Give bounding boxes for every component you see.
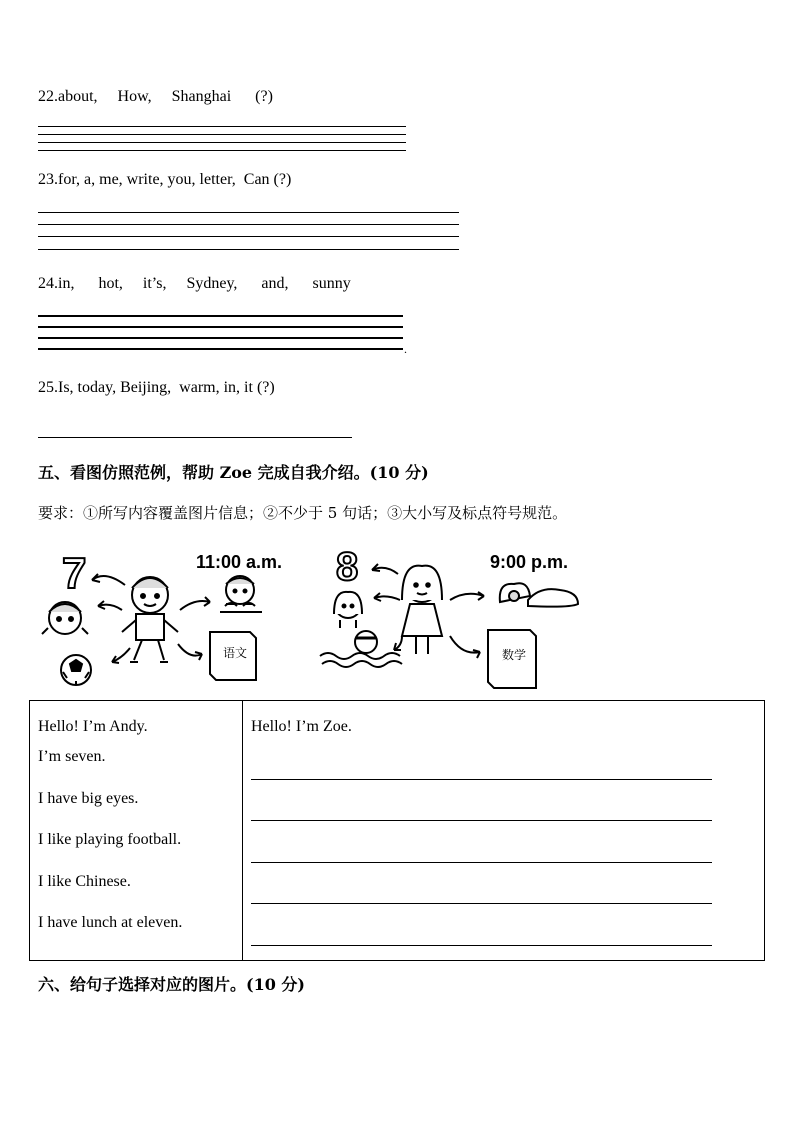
self-introduction-table: [29, 700, 765, 961]
answer-line[interactable]: [38, 134, 406, 135]
answer-line[interactable]: [38, 437, 352, 438]
answer-blank[interactable]: [251, 904, 712, 946]
swimming-icon: [320, 631, 402, 667]
girl-head: [334, 592, 362, 628]
example-line: I have lunch at eleven.: [38, 914, 183, 931]
answer-line[interactable]: [38, 326, 403, 328]
sleeping-icon: [500, 583, 578, 606]
andy-example-cell: [30, 701, 243, 961]
age-number: 8: [336, 545, 359, 589]
age-number: 7: [62, 549, 87, 598]
book-icon: [210, 632, 256, 680]
answer-line[interactable]: [38, 142, 406, 143]
question-22: 22.about, How, Shanghai (?): [38, 88, 273, 105]
question-24: 24.in, hot, it’s, Sydney, and, sunny: [38, 275, 351, 292]
example-line: I like Chinese.: [38, 872, 131, 890]
zoe-first-line: Hello! I’m Zoe.: [251, 718, 352, 735]
answer-line[interactable]: [38, 126, 406, 127]
question-25: 25.Is, today, Beijing, warm, in, it (?): [38, 379, 275, 396]
period-mark: .: [404, 342, 407, 356]
answer-blank[interactable]: [251, 746, 712, 780]
answer-line[interactable]: [38, 249, 459, 250]
example-line: I’m seven.: [38, 748, 106, 765]
section-6-title: 六、给句子选择对应的图片。(10 分): [38, 975, 305, 994]
section-5-title: 五、看图仿照范例，帮助 Zoe 完成自我介绍。(10 分): [38, 463, 429, 482]
answer-line[interactable]: [38, 315, 403, 317]
book-icon: [488, 630, 536, 688]
answer-line[interactable]: [38, 150, 406, 151]
answer-line[interactable]: [38, 348, 403, 350]
answer-line[interactable]: [38, 337, 403, 339]
clock-time: 11:00 a.m.: [196, 552, 283, 572]
answer-line[interactable]: [38, 224, 459, 225]
boy-head: [42, 602, 88, 634]
zoe-answer-cell: [243, 701, 765, 961]
answer-blank[interactable]: [251, 780, 712, 821]
illustration: [30, 540, 590, 695]
answer-blank[interactable]: [251, 821, 712, 863]
example-line: I like playing football.: [38, 831, 182, 848]
arrow-icon: [112, 648, 130, 662]
answer-blank[interactable]: [251, 863, 712, 904]
example-line: Hello! I’m Andy.: [38, 718, 148, 735]
football-icon: [61, 655, 91, 685]
boy-figure: [122, 577, 178, 662]
answer-line[interactable]: [38, 236, 459, 237]
answer-line[interactable]: [38, 212, 459, 213]
lunch-kid: [220, 576, 262, 612]
svg-text:语文: 语文: [223, 646, 248, 660]
question-23: 23.for, a, me, write, you, letter, Can (?): [38, 171, 292, 188]
example-line: I have big eyes.: [38, 789, 139, 807]
svg-text:数学: 数学: [502, 648, 527, 662]
clock-time: 9:00 p.m.: [490, 552, 569, 572]
section-5-requirement: 要求：①所写内容覆盖图片信息；②不少于 5 句话；③大小写及标点符号规范。: [38, 504, 568, 522]
girl-figure: [402, 566, 442, 654]
